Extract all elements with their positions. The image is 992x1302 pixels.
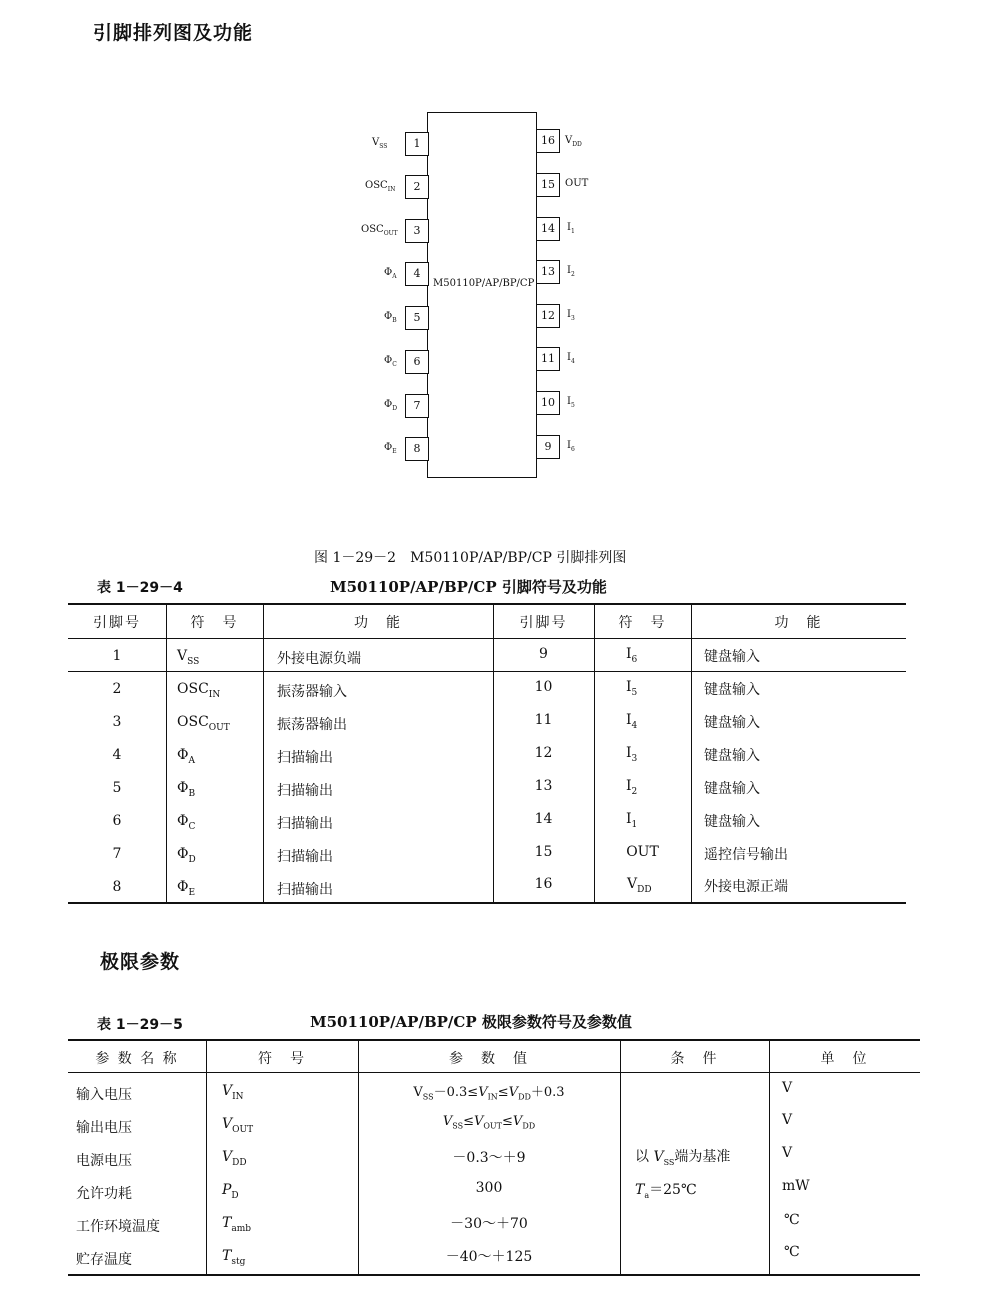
pin-cell: 12 — [534, 745, 553, 761]
pin-label-sub: 2 — [570, 271, 575, 278]
pin-cell: 4 — [112, 747, 122, 763]
param-value-cell: －40～＋125 — [445, 1249, 533, 1265]
pin-label: $I_6$ — [567, 440, 575, 453]
symbol-sub: D — [188, 854, 196, 865]
col-header: 符 号 — [258, 1051, 306, 1067]
function-cell: 扫描输出 — [277, 783, 333, 799]
symbol-sub: B — [188, 788, 196, 799]
param-name-cell: 允许功耗 — [76, 1186, 132, 1202]
symbol-cell: $\Phi_A$ — [177, 747, 195, 766]
param-value-cell: $V_{SS}-0.3\le V_{IN}\le V_{DD}+0.3$ — [413, 1085, 565, 1102]
value-italic: V — [478, 1085, 488, 1100]
table-title: M50110P/AP/BP/CP 引脚符号及功能 — [330, 578, 607, 596]
param-symbol-cell: $P_D$ — [222, 1182, 239, 1201]
param-symbol-cell: $V_{DD}$ — [222, 1149, 247, 1168]
param-unit-cell: ℃ — [784, 1244, 800, 1260]
param-unit-cell: V — [782, 1145, 793, 1161]
symbol-cell: $I_4$ — [626, 712, 638, 731]
col-header: 条 件 — [670, 1051, 719, 1067]
symbol-sub: 5 — [631, 687, 638, 698]
symbol-sub: D — [231, 1190, 239, 1201]
table-title: M50110P/AP/BP/CP 极限参数符号及参数值 — [310, 1013, 632, 1031]
pin-cell: 6 — [112, 813, 122, 829]
pin-label-sub: C — [392, 361, 397, 368]
symbol-sub: SS — [187, 656, 200, 667]
symbol-sub: IN — [208, 689, 221, 700]
pin-label-sub: OUT — [383, 230, 398, 237]
pin-label-sub: 6 — [570, 446, 575, 453]
symbol-sub: SS — [422, 1092, 434, 1102]
symbol-sub: E — [188, 887, 196, 898]
chip-label: M50110P/AP/BP/CP — [433, 278, 535, 289]
pin-number: 15 — [536, 173, 560, 197]
pin-label-sub: A — [392, 273, 397, 280]
col-header: 引脚号 — [519, 615, 568, 631]
symbol-sub: SS — [663, 1157, 675, 1167]
symbol-sub: IN — [487, 1092, 498, 1102]
pin-number: 13 — [536, 260, 560, 284]
symbol-sub: 4 — [631, 720, 638, 731]
symbol-sub: 2 — [631, 786, 638, 797]
col-header: 功 能 — [774, 615, 823, 631]
symbol-sub: DD — [518, 1092, 531, 1102]
pin-number: 5 — [405, 306, 429, 330]
pin-label-sub: E — [392, 448, 397, 455]
symbol-sub: A — [188, 755, 195, 766]
param-unit-cell: V — [782, 1080, 793, 1096]
pin-number: 12 — [536, 304, 560, 328]
param-name-cell: 输入电压 — [76, 1087, 132, 1103]
pin-label: OUT — [565, 178, 589, 189]
param-unit-cell: ℃ — [784, 1212, 800, 1228]
pin-cell: 8 — [112, 879, 122, 895]
symbol-cell: $V_{SS}$ — [177, 648, 200, 667]
param-name-cell: 电源电压 — [76, 1153, 132, 1169]
function-cell: 键盘输入 — [704, 682, 760, 698]
function-cell: 键盘输入 — [704, 748, 760, 764]
symbol-sub: DD — [522, 1121, 536, 1131]
col-header: 功 能 — [354, 615, 402, 631]
col-header: 符 号 — [618, 615, 667, 631]
symbol-cell: $I_3$ — [626, 745, 638, 764]
pin-cell: 9 — [539, 646, 548, 662]
value-italic: V — [508, 1085, 519, 1100]
pin-label: $OSC_{OUT}$ — [361, 224, 398, 237]
pin-label: $I_4$ — [567, 352, 575, 365]
param-value-cell: 300 — [475, 1180, 503, 1196]
symbol-cell: $OSC_{OUT}$ — [177, 714, 230, 733]
symbol-cell: $\Phi_E$ — [177, 879, 196, 898]
pin-label: $V_{DD}$ — [565, 135, 582, 148]
param-value-cell: －30～＋70 — [450, 1216, 528, 1232]
pin-number: 9 — [536, 435, 560, 459]
symbol-sub: OUT — [483, 1121, 503, 1131]
pin-label: $\Phi_E$ — [384, 442, 397, 455]
param-name-cell: 输出电压 — [76, 1120, 132, 1136]
pin-number: 7 — [405, 394, 429, 418]
function-cell: 扫描输出 — [277, 882, 333, 898]
col-header: 引脚号 — [93, 615, 141, 631]
function-cell: 键盘输入 — [704, 649, 760, 665]
symbol-sub: 6 — [631, 654, 638, 665]
function-cell: 键盘输入 — [704, 715, 760, 731]
param-symbol-cell: $V_{IN}$ — [222, 1083, 244, 1102]
function-cell: 扫描输出 — [277, 816, 333, 832]
param-unit-cell: V — [782, 1112, 793, 1128]
pin-cell: 15 — [534, 844, 553, 860]
function-cell: 键盘输入 — [704, 814, 760, 830]
pin-label: $I_5$ — [567, 396, 575, 409]
symbol-sub: a — [644, 1190, 650, 1200]
pin-label-sub: B — [392, 317, 397, 324]
symbol-cell: $\Phi_C$ — [177, 813, 196, 832]
param-condition-cell: $T_a=25℃$ — [635, 1182, 697, 1200]
function-cell: 外接电源正端 — [704, 879, 788, 895]
symbol-sub: OUT — [208, 722, 230, 733]
value-italic: V — [442, 1114, 453, 1129]
symbol-sub: OUT — [232, 1124, 254, 1135]
pin-label-sub: IN — [387, 186, 396, 193]
pin-label: $OSC_{IN}$ — [365, 180, 396, 193]
param-value-cell: $V_{SS}\le V_{OUT}\le V_{DD}$ — [442, 1114, 536, 1131]
symbol-cell: $\Phi_B$ — [177, 780, 196, 799]
symbol-sub: IN — [232, 1091, 244, 1102]
pin-label-sub: D — [392, 405, 398, 412]
param-name-cell: 工作环境温度 — [76, 1219, 160, 1235]
function-cell: 外接电源负端 — [277, 651, 361, 667]
pin-number: 14 — [536, 217, 560, 241]
symbol-cell: $I_2$ — [626, 778, 638, 797]
symbol-sub: amb — [231, 1223, 252, 1234]
pin-number: 8 — [405, 437, 429, 461]
figure-caption: 图 1－29－2 M50110P/AP/BP/CP 引脚排列图 — [314, 550, 627, 566]
pin-number: 10 — [536, 391, 560, 415]
pin-label-sub: SS — [379, 143, 388, 150]
symbol-sub: 1 — [631, 819, 638, 830]
pin-label: $\Phi_B$ — [384, 311, 397, 324]
symbol-cell: $I_5$ — [626, 679, 638, 698]
pin-cell: 1 — [112, 648, 122, 664]
pin-label-sub: 3 — [570, 315, 575, 322]
param-name-cell: 贮存温度 — [76, 1252, 132, 1268]
pin-number: 11 — [536, 347, 560, 371]
pin-label-sub: DD — [572, 141, 582, 148]
pin-cell: 11 — [534, 712, 553, 728]
function-cell: 扫描输出 — [277, 849, 333, 865]
section-title-pinout: 引脚排列图及功能 — [93, 22, 254, 44]
symbol-sub: SS — [452, 1121, 464, 1131]
pin-number: 16 — [536, 129, 560, 153]
pin-number: 6 — [405, 350, 429, 374]
col-header: 单 位 — [820, 1051, 869, 1067]
param-unit-cell: mW — [782, 1178, 810, 1194]
function-cell: 键盘输入 — [704, 781, 760, 797]
table-label: 表 1－29－4 — [97, 580, 183, 596]
pin-cell: 5 — [112, 780, 122, 796]
function-cell: 振荡器输入 — [277, 684, 347, 700]
symbol-sub: C — [188, 821, 196, 832]
symbol-cell: $I_1$ — [626, 811, 638, 830]
pin-label: $\Phi_D$ — [384, 399, 398, 412]
pin-number: 1 — [405, 132, 429, 156]
table-label: 表 1－29－5 — [97, 1017, 183, 1033]
pin-label: $I_3$ — [567, 309, 575, 322]
symbol-sub: stg — [231, 1256, 246, 1267]
section-title-limits: 极限参数 — [100, 951, 181, 973]
param-condition-cell: 以 $V_{SS}$端为基准 — [635, 1149, 731, 1167]
chip-body — [427, 112, 537, 478]
symbol-cell: $\Phi_D$ — [177, 846, 196, 865]
pin-label: $I_2$ — [567, 265, 575, 278]
symbol-cell: $I_6$ — [626, 646, 638, 665]
param-value-cell: －0.3～＋9 — [452, 1150, 526, 1166]
symbol-cell: $OSC_{IN}$ — [177, 681, 221, 700]
pin-cell: 3 — [112, 714, 122, 730]
value-italic: V — [512, 1114, 523, 1129]
pin-label-sub: 4 — [570, 358, 575, 365]
value-italic: T — [635, 1182, 645, 1198]
param-symbol-cell: $T_{stg}$ — [222, 1248, 246, 1267]
function-cell: 遥控信号输出 — [704, 847, 788, 863]
param-symbol-cell: $T_{amb}$ — [222, 1215, 252, 1234]
symbol-sub: DD — [637, 884, 652, 895]
pin-number: 3 — [405, 219, 429, 243]
pin-number: 2 — [405, 175, 429, 199]
col-header: 参 数 名 称 — [95, 1051, 179, 1067]
col-header: 参 数 值 — [449, 1051, 529, 1067]
pin-label: $V_{SS}$ — [372, 137, 388, 150]
value-italic: V — [473, 1114, 484, 1129]
function-cell: 扫描输出 — [277, 750, 333, 766]
pin-label: $\Phi_A$ — [384, 267, 397, 280]
symbol-sub: DD — [232, 1157, 247, 1168]
pin-cell: 13 — [534, 778, 553, 794]
pin-label-sub: 1 — [570, 228, 575, 235]
pin-label-sub: 5 — [570, 402, 575, 409]
pin-label: $I_1$ — [567, 222, 575, 235]
function-cell: 振荡器输出 — [277, 717, 347, 733]
symbol-sub: 3 — [631, 753, 638, 764]
col-header: 符 号 — [190, 615, 239, 631]
pin-cell: 2 — [112, 681, 122, 697]
pin-label: $\Phi_C$ — [384, 355, 397, 368]
param-symbol-cell: $V_{OUT}$ — [222, 1116, 254, 1135]
value-italic: V — [653, 1149, 664, 1165]
pin-cell: 14 — [534, 811, 553, 827]
pin-cell: 7 — [112, 846, 122, 862]
pin-cell: 10 — [534, 679, 553, 695]
symbol-cell: OUT — [626, 844, 659, 860]
pin-cell: 16 — [534, 876, 553, 892]
pin-number: 4 — [405, 262, 429, 286]
symbol-cell: $V_{DD}$ — [627, 876, 652, 895]
